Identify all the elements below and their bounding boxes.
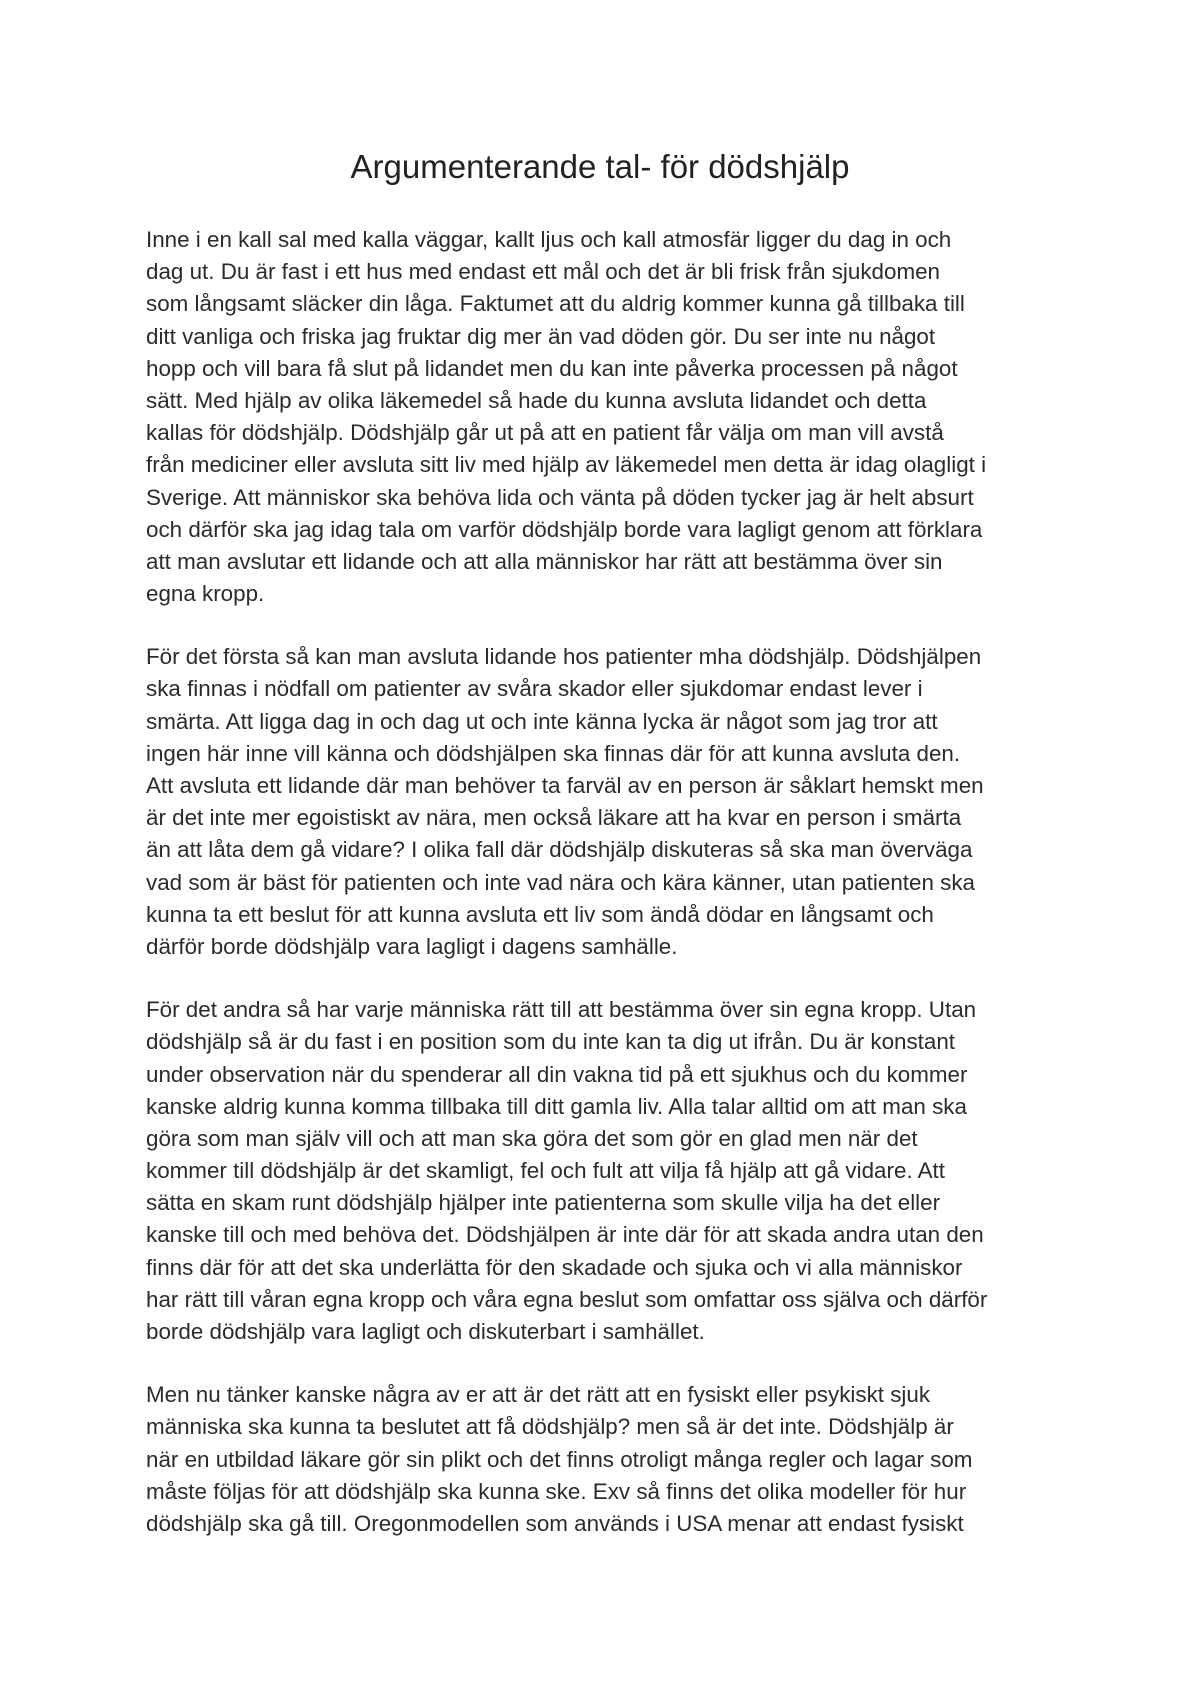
text-line: än att låta dem gå vidare? I olika fall där dödshjälp diskuteras så ska man överväga bbox=[146, 837, 973, 863]
text-line: hopp och vill bara få slut på lidandet men du kan inte påverka processen på något bbox=[146, 355, 958, 381]
paragraph bbox=[146, 641, 1066, 963]
text-line: kallas för dödshjälp. Dödshjälp går ut på att en patient får välja om man vill avstå bbox=[146, 420, 944, 446]
text-line: att man avslutar ett lidande och att alla människor har rätt att bestämma över sin bbox=[146, 548, 943, 574]
text-line: sätta en skam runt dödshjälp hjälper inte patienterna som skulle vilja ha det eller bbox=[146, 1190, 941, 1216]
text-line: göra som man själv vill och att man ska göra det som gör en glad men när det bbox=[146, 1125, 918, 1151]
paragraph bbox=[146, 224, 1066, 610]
text-line: ska finnas i nödfall om patienter av svåra skador eller sjukdomar endast lever i bbox=[146, 676, 923, 702]
text-line: Inne i en kall sal med kalla väggar, kallt ljus och kall atmosfär ligger du dag in och bbox=[146, 227, 952, 252]
text-line: ditt vanliga och friska jag fruktar dig mer än vad döden gör. Du ser inte nu något bbox=[146, 323, 936, 349]
text-line: borde dödshjälp vara lagligt och diskuterbart i samhället. bbox=[146, 1319, 705, 1344]
page-title: Argumenterande tal- för dödshjälp bbox=[350, 148, 850, 185]
text-line: måste följas för att dödshjälp ska kunna ske. Exv så finns det olika modeller för hur bbox=[146, 1478, 967, 1504]
text-line: För det första så kan man avsluta lidande hos patienter mha dödshjälp. Dödshjälpen bbox=[146, 644, 982, 670]
text-line: när en utbildad läkare gör sin plikt och det finns otroligt många regler och lagar som bbox=[146, 1446, 973, 1472]
document-body bbox=[146, 224, 1066, 1571]
text-line: människa ska kunna ta beslutet att få dödshjälp? men så är det inte. Dödshjälp är bbox=[146, 1414, 954, 1440]
text-line: dag ut. Du är fast i ett hus med endast ett mål och det är bli frisk från sjukdomen bbox=[146, 259, 941, 285]
text-line: Sverige. Att människor ska behöva lida och vänta på döden tycker jag är helt absurt bbox=[146, 484, 974, 510]
text-line: Men nu tänker kanske några av er att är det rätt att en fysiskt eller psykiskt sjuk bbox=[146, 1382, 931, 1408]
text-line: som långsamt släcker din låga. Faktumet att du aldrig kommer kunna gå tillbaka till bbox=[146, 291, 965, 317]
text-line: från mediciner eller avsluta sitt liv med hjälp av läkemedel men detta är idag olagligt i bbox=[146, 452, 987, 478]
text-line: har rätt till våran egna kropp och våra egna beslut som omfattar oss själva och därför bbox=[146, 1286, 988, 1312]
paragraph bbox=[146, 1379, 1066, 1540]
text-line: under observation när du spenderar all din vakna tid på ett sjukhus och du kommer bbox=[146, 1061, 968, 1087]
text-line: kanske till och med behöva det. Dödshjälpen är inte där för att skada andra utan den bbox=[146, 1222, 984, 1248]
text-line: kunna ta ett beslut för att kunna avsluta ett liv som ändå dödar en långsamt och bbox=[146, 901, 934, 927]
text-line: ingen här inne vill känna och dödshjälpen ska finnas där för att kunna avsluta den. bbox=[146, 740, 961, 766]
paragraph bbox=[146, 994, 1066, 1348]
text-line: och därför ska jag idag tala om varför dödshjälp borde vara lagligt genom att förklara bbox=[146, 516, 983, 542]
text-line: smärta. Att ligga dag in och dag ut och inte känna lycka är något som jag tror att bbox=[146, 708, 938, 734]
text-line: finns där för att det ska underlätta för den skadade och sjuka och vi alla människor bbox=[146, 1254, 963, 1280]
text-line: För det andra så har varje människa rätt till att bestämma över sin egna kropp. Utan bbox=[146, 997, 977, 1023]
text-line: är det inte mer egoistiskt av nära, men också läkare att ha kvar en person i smärta bbox=[146, 805, 962, 831]
text-line: kommer till dödshjälp är det skamligt, fel och fult att vilja få hjälp att gå vidare. Att bbox=[146, 1158, 945, 1184]
text-line: vad som är bäst för patienten och inte vad nära och kära känner, utan patienten ska bbox=[146, 869, 975, 895]
text-line: kanske aldrig kunna komma tillbaka till ditt gamla liv. Alla talar alltid om att man ska bbox=[146, 1093, 967, 1119]
text-line: dödshjälp så är du fast i en position som du inte kan ta dig ut ifrån. Du är konstant bbox=[146, 1029, 956, 1055]
text-line: Att avsluta ett lidande där man behöver ta farväl av en person är såklart hemskt men bbox=[146, 773, 984, 798]
text-line: egna kropp. bbox=[146, 581, 265, 607]
text-line: dödshjälp ska gå till. Oregonmodellen som används i USA menar att endast fysiskt bbox=[146, 1510, 964, 1536]
text-line: därför borde dödshjälp vara lagligt i dagens samhälle. bbox=[146, 933, 678, 959]
text-line: sätt. Med hjälp av olika läkemedel så hade du kunna avsluta lidandet och detta bbox=[146, 387, 927, 413]
